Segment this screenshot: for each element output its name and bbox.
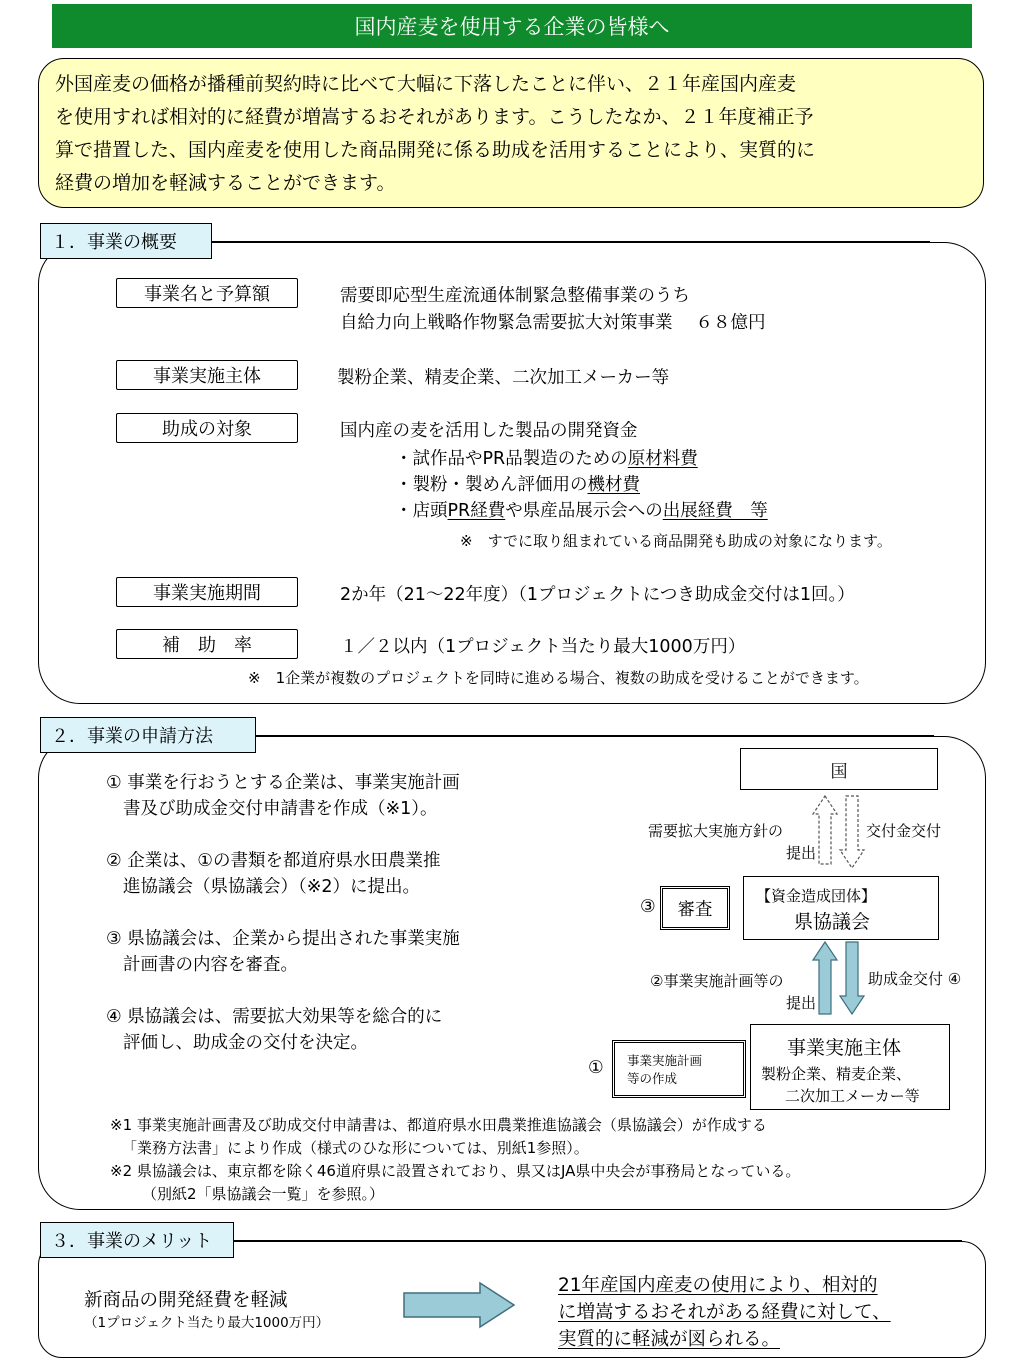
- merit-arrow-icon: [402, 1280, 518, 1330]
- intro-box: [38, 58, 984, 208]
- submit-label-1: ②事業実施計画等の: [650, 972, 784, 990]
- bullet-emphasis: 原材料費: [627, 449, 698, 469]
- merit-left-main: 新商品の開発経費を軽減: [84, 1290, 288, 1311]
- review-box: [660, 886, 730, 930]
- target-label: 助成の対象: [116, 413, 298, 443]
- section3-heading: ３．事業のメリット: [40, 1222, 234, 1258]
- up-label-2: 提出: [786, 844, 817, 862]
- grant-label: 助成金交付 ④: [868, 970, 962, 988]
- bullet-text: ・製粉・製めん評価用の: [395, 475, 588, 495]
- section2-rule: [254, 735, 934, 736]
- bullet-emphasis: PR経費: [447, 501, 506, 521]
- up-arrow-dashed: [813, 796, 837, 864]
- step-3-line2: 計画書の内容を審査。: [123, 955, 298, 975]
- project-name-line2: 自給力向上戦略作物緊急需要拡大対策事業 ６８億円: [340, 313, 766, 333]
- target-bullet-3: [395, 497, 768, 522]
- step-2-line2: 進協議会（県協議会）（※2）に提出。: [123, 877, 421, 897]
- section2-heading: ２．事業の申請方法: [40, 717, 256, 753]
- plan-number: ①: [588, 1058, 604, 1078]
- intro-line: 経費の増加を軽減することができます。: [55, 172, 396, 194]
- intro-line: 算で措置した、国内産麦を使用した商品開発に係る助成を活用することにより、実質的に: [55, 139, 816, 161]
- note-2: ※2 県協議会は、東京都を除く46道府県に設置されており、県又はJA県中央会が事務局となっている。: [110, 1162, 801, 1180]
- review-label: 審査: [677, 899, 713, 920]
- rate-note: ※ 1企業が複数のプロジェクトを同時に進める場合、複数の助成を受けることができます。: [248, 669, 869, 687]
- target-note: ※ すでに取り組まれている商品開発も助成の対象になります。: [460, 532, 892, 550]
- note-1-cont: 「業務方法書」により作成（様式のひな形については、別紙1参照）。: [122, 1139, 589, 1157]
- entity-value: 製粉企業、精麦企業、二次加工メーカー等: [337, 368, 670, 388]
- up-label-1: 需要拡大実施方針の: [648, 822, 784, 840]
- step-4-line2: 評価し、助成金の交付を決定。: [123, 1033, 368, 1053]
- council-box: [743, 876, 939, 940]
- steps-list: [106, 770, 460, 1056]
- step-4-line1: ④ 県協議会は、需要拡大効果等を総合的に: [106, 1007, 443, 1027]
- step-3-line1: ③ 県協議会は、企業から提出された事業実施: [106, 929, 460, 949]
- entity-label: 事業実施主体: [116, 360, 298, 390]
- down-arrow-dashed: [840, 796, 864, 868]
- budget-label: 事業名と予算額: [116, 278, 298, 308]
- merit-right-line: 実質的に軽減が図られる。: [558, 1329, 781, 1350]
- bullet-text: ・試作品やPR品製造のための: [395, 449, 628, 469]
- entity-box: [750, 1024, 950, 1110]
- council-line2: 県協議会: [794, 911, 871, 933]
- rate-value: １／２以内（1プロジェクト当たり最大1000万円）: [340, 637, 746, 657]
- council-line1: 【資金造成団体】: [756, 887, 877, 905]
- step-1-line1: ① 事業を行おうとする企業は、事業実施計画: [106, 773, 460, 793]
- note-1: ※1 事業実施計画書及び助成交付申請書は、都道府県水田農業推進協議会（県協議会）が作成する: [110, 1116, 767, 1134]
- intro-line: 外国産麦の価格が播種前契約時に比べて大幅に下落したことに伴い、２１年産国内産麦: [55, 73, 797, 95]
- bullet-text: ・店頭: [395, 501, 448, 521]
- entity-title: 事業実施主体: [787, 1037, 902, 1059]
- country-box: [740, 748, 938, 790]
- merit-right: [558, 1272, 891, 1353]
- section3-rule: [232, 1240, 962, 1241]
- review-number: ③: [640, 897, 656, 917]
- period-value: 2か年（21～22年度）（1プロジェクトにつき助成金交付は1回。）: [340, 585, 855, 605]
- target-intro: 国内産の麦を活用した製品の開発資金: [340, 421, 638, 441]
- bullet-emphasis: 機材費: [587, 475, 640, 495]
- plan-box: [612, 1040, 746, 1098]
- up-arrow-solid: [813, 942, 837, 1014]
- target-bullet-1: [395, 445, 698, 470]
- down-label: 交付金交付: [866, 822, 942, 840]
- project-name-line1: 需要即応型生産流通体制緊急整備事業のうち: [340, 286, 690, 306]
- page-title: 国内産麦を使用する企業の皆様へ: [52, 4, 972, 48]
- down-arrow-solid: [840, 942, 864, 1014]
- note-2-cont: （別紙2「県協議会一覧」を参照。）: [142, 1185, 385, 1203]
- merit-right-line: 21年産国内産麦の使用により、相対的: [558, 1275, 878, 1296]
- merit-right-line: に増嵩するおそれがある経費に対して、: [558, 1302, 891, 1323]
- bullet-emphasis: 出展経費 等: [662, 501, 768, 521]
- merit-left-sub: （1プロジェクト当たり最大1000万円）: [84, 1315, 330, 1331]
- plan-line1: 事業実施計画: [627, 1053, 703, 1068]
- rate-label: 補 助 率: [116, 629, 298, 659]
- period-label: 事業実施期間: [116, 577, 298, 607]
- section1-rule: [210, 241, 930, 242]
- bullet-text: や県産品展示会への: [505, 501, 663, 521]
- entity-line3: 二次加工メーカー等: [785, 1087, 920, 1105]
- plan-line2: 等の作成: [627, 1071, 678, 1086]
- intro-line: を使用すれば相対的に経費が増嵩するおそれがあります。こうしたなか、２１年度補正予: [55, 106, 814, 128]
- country-label: 国: [830, 761, 848, 782]
- step-1-line2: 書及び助成金交付申請書を作成（※1）。: [123, 799, 438, 819]
- entity-line2: 製粉企業、精麦企業、: [761, 1065, 912, 1083]
- submit-label-2: 提出: [786, 994, 817, 1012]
- section1-heading: １．事業の概要: [40, 223, 212, 259]
- step-2-line1: ② 企業は、①の書類を都道府県水田農業推: [106, 851, 441, 871]
- target-bullet-2: [395, 471, 640, 496]
